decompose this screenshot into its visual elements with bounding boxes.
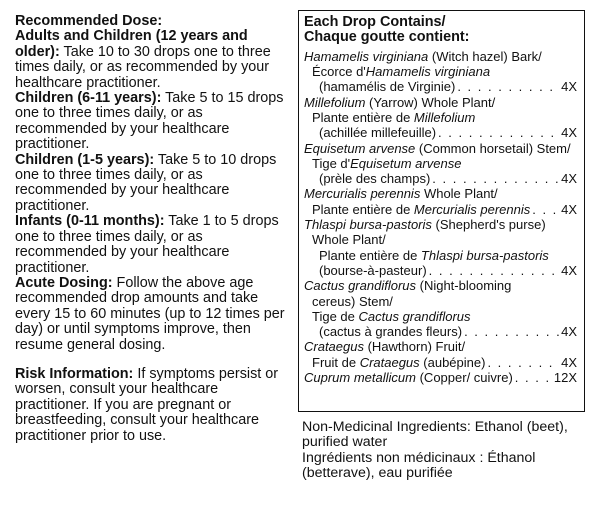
- latin-name: Mercurialis perennis: [413, 201, 531, 217]
- ingredient-text: (Shepherd's purse): [431, 217, 546, 233]
- ingredient-text: [312, 355, 485, 370]
- dot-leader: [532, 202, 559, 217]
- risk-label: Risk Information:: [15, 365, 134, 382]
- dot-leader: [487, 355, 559, 370]
- ingredient-text: Plante entière de: [319, 247, 421, 263]
- common-name-fr: (aubépine): [419, 354, 486, 370]
- risk-information: [15, 367, 290, 444]
- potency: 4X: [561, 125, 577, 141]
- potency: 4X: [561, 262, 577, 278]
- ingredient-text: (Copper/ cuivre): [415, 370, 513, 386]
- ingredient-text: (Night-blooming: [416, 278, 512, 294]
- latin-name: Thlaspi bursa-pastoris: [304, 217, 432, 233]
- dose-children-6-11: [15, 91, 290, 153]
- ingredient-crataegus: [304, 339, 579, 370]
- common-name-fr: (bourse-à-pasteur): [319, 262, 427, 278]
- ingredient-text: [304, 370, 513, 385]
- potency: 12X: [553, 370, 577, 386]
- dose-children-1-5-text: Take 5 to 10 drops one to three times daily, or as recommended by your healthcare practitioner.: [15, 151, 277, 214]
- latin-name: Crataegus: [359, 354, 420, 370]
- dot-leader: [432, 171, 559, 186]
- dose-acute-text: Follow the above age recommended drop amounts and take every 15 to 60 minutes (up to 12 times per day) or until symptoms improve, then resume general dosing.: [15, 274, 285, 353]
- latin-name: Hamamelis virginiana: [365, 64, 491, 80]
- latin-name: Hamamelis virginiana: [304, 48, 429, 64]
- ingredient-text: Plante entière de: [312, 110, 414, 125]
- common-name-fr: (cactus à grandes fleurs): [319, 324, 463, 340]
- ingredient-text: (Yarrow) Whole Plant/: [365, 94, 496, 110]
- ingredients-heading-en: Each Drop Contains/: [304, 14, 446, 30]
- dose-children-6-11-label: Children (6-11 years):: [15, 90, 162, 107]
- dose-acute-label: Acute Dosing:: [15, 274, 113, 291]
- dose-children-6-11-text: Take 5 to 15 drops one to three times daily, or as recommended by your healthcare practitioner.: [15, 90, 284, 153]
- dose-heading: Recommended Dose:: [15, 13, 163, 29]
- latin-name: Thlaspi bursa-pastoris: [420, 247, 549, 263]
- ingredients-heading: [304, 15, 579, 46]
- common-name-fr: (hamamélis de Virginie): [319, 79, 456, 95]
- ingredient-text: Écorce d': [312, 64, 366, 80]
- ingredient-millefolium: [304, 95, 579, 141]
- dose-infants-text: Take 1 to 5 drops one to three times daily, or as recommended by your healthcare practitioner.: [15, 213, 279, 276]
- spacer: [15, 353, 290, 367]
- common-name-fr: (prèle des champs): [319, 171, 431, 187]
- non-medicinal-fr: Ingrédients non médicinaux : Éthanol (betterave), eau purifiée: [302, 449, 536, 482]
- ingredient-text: Tige d': [312, 155, 351, 171]
- ingredient-cactus: [304, 278, 579, 339]
- ingredient-text: cereus) Stem/: [312, 293, 393, 309]
- dose-children-1-5-label: Children (1-5 years):: [15, 151, 155, 168]
- latin-name: Millefolium: [413, 110, 476, 125]
- ingredient-thlaspi: [304, 217, 579, 278]
- ingredient-mercurialis: [304, 186, 579, 217]
- latin-name: Cactus grandiflorus: [304, 278, 416, 294]
- dot-leader: [464, 324, 559, 339]
- latin-name: Equisetum arvense: [304, 140, 416, 156]
- ingredient-text: (Hawthorn) Fruit/: [363, 339, 466, 355]
- ingredient-text: Whole Plant/: [420, 186, 498, 202]
- dot-leader: [515, 370, 552, 385]
- latin-name: Cuprum metallicum: [304, 370, 416, 386]
- non-medicinal-ingredients: [302, 420, 587, 482]
- dose-adults: [15, 29, 290, 91]
- dose-acute: [15, 276, 290, 353]
- latin-name: Mercurialis perennis: [304, 186, 421, 202]
- ingredients-box: [298, 10, 585, 412]
- ingredient-hamamelis: [304, 49, 579, 95]
- dosage-column: [15, 14, 290, 444]
- common-name-fr: (achillée millefeuille): [319, 125, 437, 141]
- latin-name: Millefolium: [304, 94, 366, 110]
- ingredient-cuprum: [304, 370, 579, 385]
- ingredient-text: Plante entière de: [312, 201, 414, 217]
- dot-leader: [429, 263, 559, 278]
- latin-name: Crataegus: [304, 339, 364, 355]
- dot-leader: [438, 125, 559, 140]
- ingredient-text: (Witch hazel) Bark/: [428, 48, 542, 64]
- dose-infants-label: Infants (0-11 months):: [15, 213, 165, 230]
- risk-text: If symptoms persist or worsen, consult your healthcare practitioner. If you are pregnant or breastfeeding, consult your healthcare practitioner prior to use.: [15, 365, 279, 444]
- ingredient-equisetum: [304, 141, 579, 187]
- ingredient-text: Tige de: [312, 308, 359, 324]
- dose-adults-label: Adults and Children (12 years and older):: [15, 28, 248, 60]
- dot-leader: [457, 79, 559, 94]
- ingredient-text: (Common horsetail) Stem/: [415, 140, 571, 156]
- ingredient-text: [312, 202, 530, 217]
- ingredients-heading-fr: Chaque goutte contient:: [304, 29, 470, 46]
- dose-adults-text: Take 10 to 30 drops one to three times daily, or as recommended by your healthcare practitioner.: [15, 43, 271, 91]
- potency: 4X: [561, 79, 577, 95]
- potency: 4X: [561, 354, 577, 370]
- dose-infants: [15, 214, 290, 276]
- dose-children-1-5: [15, 153, 290, 215]
- potency: 4X: [561, 201, 577, 217]
- potency: 4X: [561, 171, 577, 187]
- ingredient-text: Fruit de: [312, 354, 360, 370]
- ingredient-text: Whole Plant/: [312, 232, 386, 248]
- latin-name: Equisetum arvense: [350, 155, 462, 171]
- potency: 4X: [561, 324, 577, 340]
- latin-name: Cactus grandiflorus: [358, 308, 471, 324]
- non-medicinal-en: Non-Medicinal Ingredients: Ethanol (beet), purified water: [302, 419, 568, 451]
